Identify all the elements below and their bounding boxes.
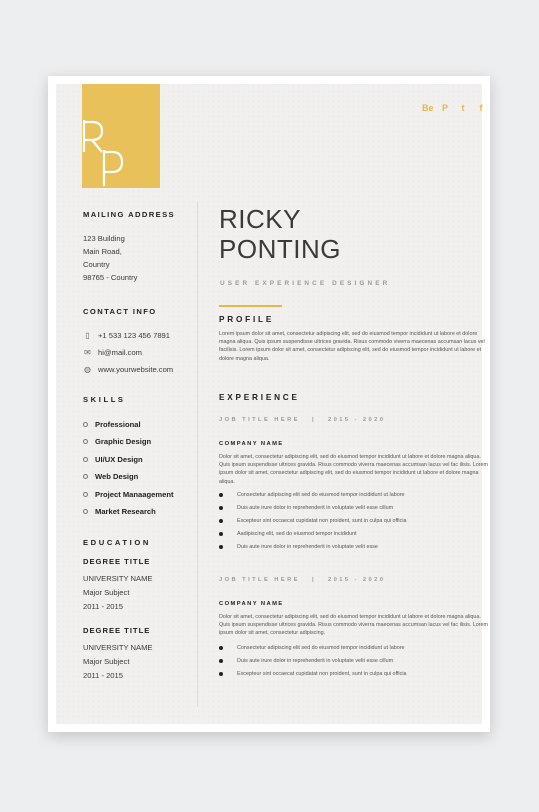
list-item: Duis aute irure dolor in reprehenderit in voluptate velit esse bbox=[219, 544, 378, 550]
circle-bullet-icon bbox=[83, 509, 88, 514]
bullet-dot-icon bbox=[219, 506, 223, 510]
skills-title: SKILLS bbox=[83, 395, 126, 404]
bullet-dot-icon bbox=[219, 545, 223, 549]
accent-line bbox=[219, 305, 282, 307]
pinterest-icon[interactable]: P bbox=[441, 103, 448, 113]
list-item: Excepteur sint occaecat cupidatat non proident, sunt in culpa qui officia bbox=[219, 518, 407, 524]
skill-item: Project Manaagement bbox=[83, 490, 174, 499]
list-item: Duis aute irure dolor in reprehenderit in voluptate velit esse cillum bbox=[219, 505, 393, 511]
bullet-dot-icon bbox=[219, 519, 223, 523]
circle-bullet-icon bbox=[83, 439, 88, 444]
address-line-4: 98765 - Country bbox=[83, 273, 138, 282]
major-subject: Major Subject bbox=[83, 657, 130, 666]
mailing-address-title: MAILING ADDRESS bbox=[83, 210, 176, 219]
mail-icon: ✉ bbox=[84, 348, 91, 357]
address-line-1: 123 Building bbox=[83, 234, 125, 243]
monogram-rp-logo bbox=[82, 120, 160, 188]
contact-phone bbox=[83, 331, 170, 340]
address-line-3: Country bbox=[83, 260, 110, 269]
major-subject: Major Subject bbox=[83, 588, 130, 597]
address-line-2: Main Road, bbox=[83, 247, 122, 256]
bullet-dot-icon bbox=[219, 493, 223, 497]
bullet-dot-icon bbox=[219, 646, 223, 650]
bullet-dot-icon bbox=[219, 672, 223, 676]
list-item: Aadipiscing elit, sed do eiusmod tempor incididunt bbox=[219, 531, 357, 537]
contact-website bbox=[83, 365, 173, 374]
job-header: JOB TITLE HERE | 2015 - 2020 bbox=[219, 417, 386, 423]
experience-title: EXPERIENCE bbox=[219, 393, 300, 402]
monogram-block bbox=[82, 84, 160, 188]
last-name: PONTING bbox=[219, 234, 341, 264]
job-role: USER EXPERIENCE DESIGNER bbox=[220, 280, 391, 287]
email-text[interactable]: hi@mail.com bbox=[98, 348, 142, 357]
skill-item: Graphic Design bbox=[83, 437, 151, 446]
behance-icon[interactable]: Be bbox=[422, 103, 434, 113]
website-text[interactable]: www.yourwebsite.com bbox=[98, 365, 174, 374]
profile-text: Lorem ipsum dolor sit amet, consectetur adipiscing elit, sed do eiusmod tempor incididunt ut labore et dolore magna aliqua. Quis ipsum suspendisse ultrices gravida. Risus commodo viverra maecenas accumsan lacus vel facilisis. Lorem ipsum dolor sit amet, consectetur adipiscing elit, sed do eiusmod tempor incididunt ut labore et dolore magna aliqua. bbox=[219, 331, 485, 362]
phone-text: +1 533 123 456 7891 bbox=[98, 331, 170, 340]
job-description: Dolor sit amet, consectetur adipiscing elit, sed do eiusmod tempor incididunt ut labore et dolore magna aliqua. Quis ipsum suspendisse ultrices gravida. Risus commodo viverra maecenas accumsan lacus vel fac ilisis. Lorem ipsum dolor sit amet, consectetur adipiscing elit, sed do eiusmod tempor incididunt ut labore et dolore magna aliqua. bbox=[219, 454, 489, 485]
skill-item: Professional bbox=[83, 420, 141, 429]
university-name: UNIVERSITY NAME bbox=[83, 643, 153, 652]
facebook-icon[interactable]: f bbox=[479, 103, 483, 113]
twitter-icon[interactable]: t bbox=[461, 103, 465, 113]
job-description: Dolor sit amet, consectetur adipiscing elit, sed do eiusmod tempor incididunt ut labore et dolore magna aliqua. Quis ipsum suspendisse ultrices gravida. Risus commodo viverra maecenas accumsan lacus vel fac ilisis. Lorem ipsum dolor sit amet, consectetur adipiscing. bbox=[219, 614, 489, 637]
first-name: RICKY bbox=[219, 204, 301, 234]
skill-item: Web Design bbox=[83, 472, 138, 481]
list-item: Consectetur adipiscing elit sed do eiusmod tempor incididunt ut labore bbox=[219, 645, 405, 651]
circle-bullet-icon bbox=[83, 457, 88, 462]
skill-item: Market Research bbox=[83, 507, 156, 516]
university-name: UNIVERSITY NAME bbox=[83, 574, 153, 583]
bullet-dot-icon bbox=[219, 532, 223, 536]
circle-bullet-icon bbox=[83, 474, 88, 479]
circle-bullet-icon bbox=[83, 492, 88, 497]
globe-icon: ◍ bbox=[84, 365, 91, 374]
contact-email bbox=[83, 348, 142, 357]
list-item: Consectetur adipiscing elit sed do eiusmod tempor incididunt ut labore bbox=[219, 492, 405, 498]
education-title: EDUCATION bbox=[83, 538, 151, 547]
degree-title: DEGREE TITLE bbox=[83, 626, 151, 635]
circle-bullet-icon bbox=[83, 422, 88, 427]
list-item: Excepteur sint occaecat cupidatat non proident, sunt in culpa qui officia bbox=[219, 671, 407, 677]
company-name: COMPANY NAME bbox=[219, 601, 284, 607]
resume-paper bbox=[56, 84, 489, 724]
list-item: Duis aute irure dolor in reprehenderit in voluptate velit esse cillum bbox=[219, 658, 393, 664]
resume-sheet bbox=[48, 76, 490, 732]
company-name: COMPANY NAME bbox=[219, 441, 284, 447]
skill-item: UI/UX Design bbox=[83, 455, 143, 464]
education-years: 2011 - 2015 bbox=[83, 602, 123, 611]
phone-icon: ▯ bbox=[85, 331, 90, 340]
contact-info-title: CONTACT INFO bbox=[83, 307, 157, 316]
bullet-dot-icon bbox=[219, 659, 223, 663]
job-header: JOB TITLE HERE | 2015 - 2020 bbox=[219, 577, 386, 583]
degree-title: DEGREE TITLE bbox=[83, 557, 151, 566]
education-years: 2011 - 2015 bbox=[83, 671, 123, 680]
profile-title: PROFILE bbox=[219, 315, 275, 324]
column-divider bbox=[197, 202, 198, 707]
social-links bbox=[422, 103, 486, 113]
